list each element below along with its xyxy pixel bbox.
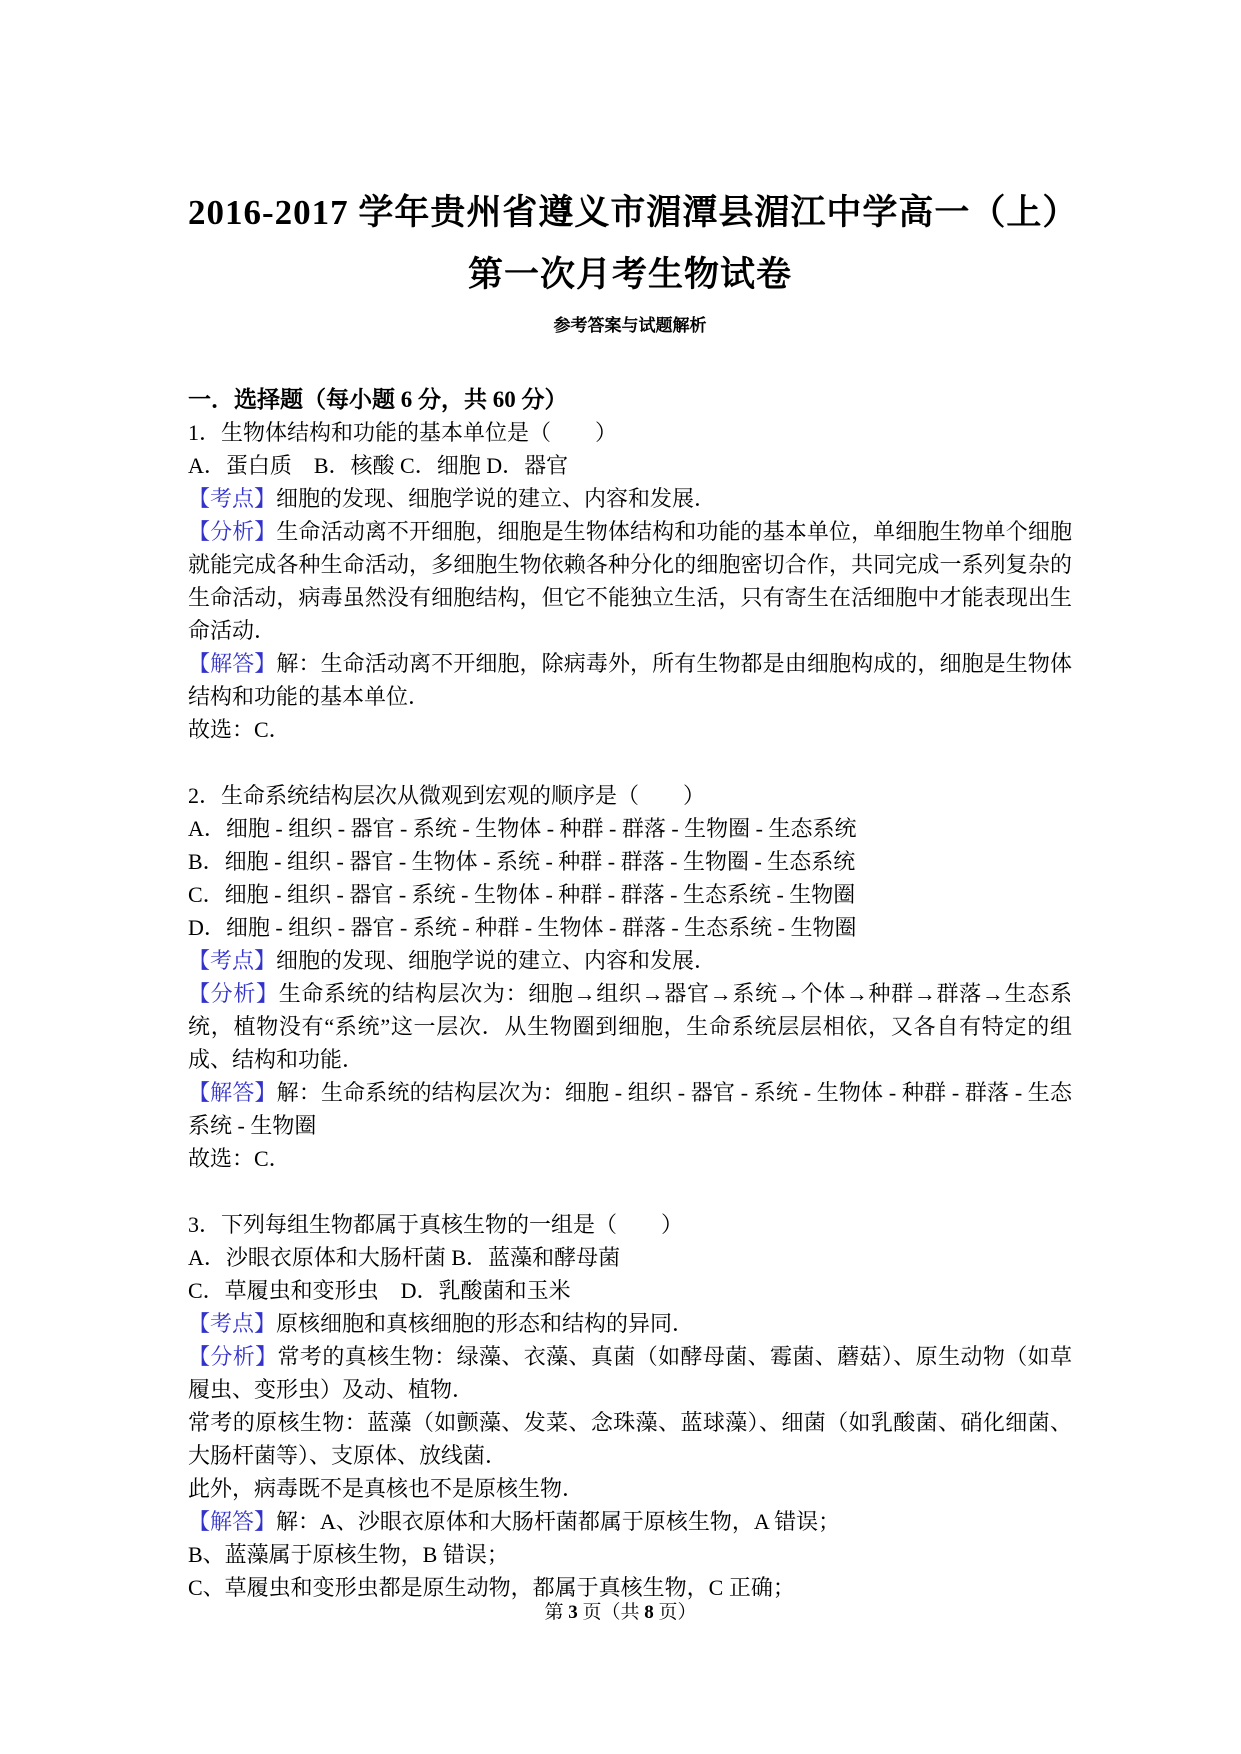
document-subtitle: 参考答案与试题解析 <box>553 316 707 335</box>
section-heading: 一．选择题（每小题 6 分，共 60 分） <box>188 387 568 412</box>
fenxi-text: 生命活动离不开细胞，细胞是生物体结构和功能的基本单位，单细胞生物单个细胞就能完成各种生命活动，多细胞生物依赖各种分化的细胞密切合作，共同完成一系列复杂的生命活动，病毒虽然没有细胞结构，但它不能独立生活，只有寄生在活细胞中才能表现出生命活动． <box>188 519 1072 643</box>
fenxi-label: 【分析】 <box>188 981 279 1006</box>
question-1-fenxi <box>188 515 1072 647</box>
document-title-line1: 2016-2017 学年贵州省遵义市湄潭县湄江中学高一（上） <box>188 193 1079 232</box>
footer-page-number: 3 <box>568 1602 578 1623</box>
question-1-options: A．蛋白质 B．核酸 C．细胞 D．器官 <box>188 453 569 478</box>
kaodian-label: 【考点】 <box>188 948 277 973</box>
question-2-stem: 2．生命系统结构层次从微观到宏观的顺序是（ ） <box>188 783 706 808</box>
question-2 <box>188 779 1072 1175</box>
kaodian-label: 【考点】 <box>188 486 277 511</box>
question-2-option-a: A．细胞 - 组织 - 器官 - 系统 - 生物体 - 种群 - 群落 - 生物圈 - 生态系统 <box>188 816 857 841</box>
question-1-kaodian <box>188 482 1072 515</box>
question-3-jieda-extra-2: C、草履虫和变形虫都是原生动物，都属于真核生物，C 正确； <box>188 1575 795 1600</box>
question-3-jieda <box>188 1505 1072 1538</box>
footer-total-pages: 8 <box>644 1602 654 1623</box>
question-2-kaodian <box>188 944 1072 977</box>
fenxi-text: 常考的真核生物：绿藻、衣藻、真菌（如酵母菌、霉菌、蘑菇）、原生动物（如草履虫、变形虫）及动、植物． <box>188 1344 1072 1402</box>
question-2-option-d: D．细胞 - 组织 - 器官 - 系统 - 种群 - 生物体 - 群落 - 生态系统 - 生物圈 <box>188 915 857 940</box>
footer-prefix: 第 <box>544 1602 569 1623</box>
question-1-jieda <box>188 647 1072 713</box>
question-3-fenxi-extra-1: 常考的原核生物：蓝藻（如颤藻、发菜、念珠藻、蓝球藻）、细菌（如乳酸菌、硝化细菌、大肠杆菌等）、支原体、放线菌． <box>188 1410 1072 1468</box>
fenxi-label: 【分析】 <box>188 519 277 544</box>
fenxi-label: 【分析】 <box>188 1344 278 1369</box>
jieda-text: 解：生命系统的结构层次为：细胞 - 组织 - 器官 - 系统 - 生物体 - 种群 - 群落 - 生态系统 - 生物圈 <box>188 1080 1072 1138</box>
document-title-line2: 第一次月考生物试卷 <box>467 255 792 294</box>
question-3-fenxi-extra-2: 此外，病毒既不是真核也不是原核生物． <box>188 1476 585 1501</box>
question-1 <box>188 416 1072 746</box>
jieda-label: 【解答】 <box>188 1080 277 1105</box>
question-2-jieda <box>188 1076 1072 1142</box>
jieda-label: 【解答】 <box>188 1509 277 1534</box>
question-2-option-b: B．细胞 - 组织 - 器官 - 生物体 - 系统 - 种群 - 群落 - 生物圈 - 生态系统 <box>188 849 856 874</box>
question-2-choice: 故选：C． <box>188 1146 291 1171</box>
page-footer <box>0 1601 1241 1625</box>
jieda-label: 【解答】 <box>188 651 277 676</box>
question-1-choice: 故选：C． <box>188 717 291 742</box>
kaodian-text: 细胞的发现、细胞学说的建立、内容和发展． <box>276 486 717 511</box>
kaodian-text: 原核细胞和真核细胞的形态和结构的异同． <box>276 1311 695 1336</box>
question-3-kaodian <box>188 1307 1072 1340</box>
question-3-options-ab: A．沙眼衣原体和大肠杆菌 B．蓝藻和酵母菌 <box>188 1245 621 1270</box>
jieda-text: 解：生命活动离不开细胞，除病毒外，所有生物都是由细胞构成的，细胞是生物体结构和功能的基本单位． <box>188 651 1072 709</box>
footer-middle: 页（共 <box>577 1602 645 1623</box>
question-3-fenxi <box>188 1340 1072 1406</box>
question-3 <box>188 1208 1072 1604</box>
question-2-option-c: C．细胞 - 组织 - 器官 - 系统 - 生物体 - 种群 - 群落 - 生态系统 - 生物圈 <box>188 882 856 907</box>
fenxi-text: 生命系统的结构层次为：细胞→组织→器官→系统→个体→种群→群落→生态系统，植物没有“系统”这一层次．从生物圈到细胞，生命系统层层相依，又各自有特定的组成、结构和功能． <box>188 981 1072 1072</box>
question-1-stem: 1．生物体结构和功能的基本单位是（ ） <box>188 420 618 445</box>
kaodian-label: 【考点】 <box>188 1311 277 1336</box>
question-3-jieda-extra-1: B、蓝藻属于原核生物，B 错误； <box>188 1542 509 1567</box>
question-2-fenxi <box>188 977 1072 1076</box>
kaodian-text: 细胞的发现、细胞学说的建立、内容和发展． <box>276 948 717 973</box>
document-content <box>188 193 1079 1604</box>
jieda-text: 解：A、沙眼衣原体和大肠杆菌都属于原核生物，A 错误； <box>276 1509 841 1534</box>
question-3-stem: 3．下列每组生物都属于真核生物的一组是（ ） <box>188 1212 684 1237</box>
question-3-options-cd: C．草履虫和变形虫 D．乳酸菌和玉米 <box>188 1278 571 1303</box>
footer-suffix: 页） <box>653 1602 697 1623</box>
